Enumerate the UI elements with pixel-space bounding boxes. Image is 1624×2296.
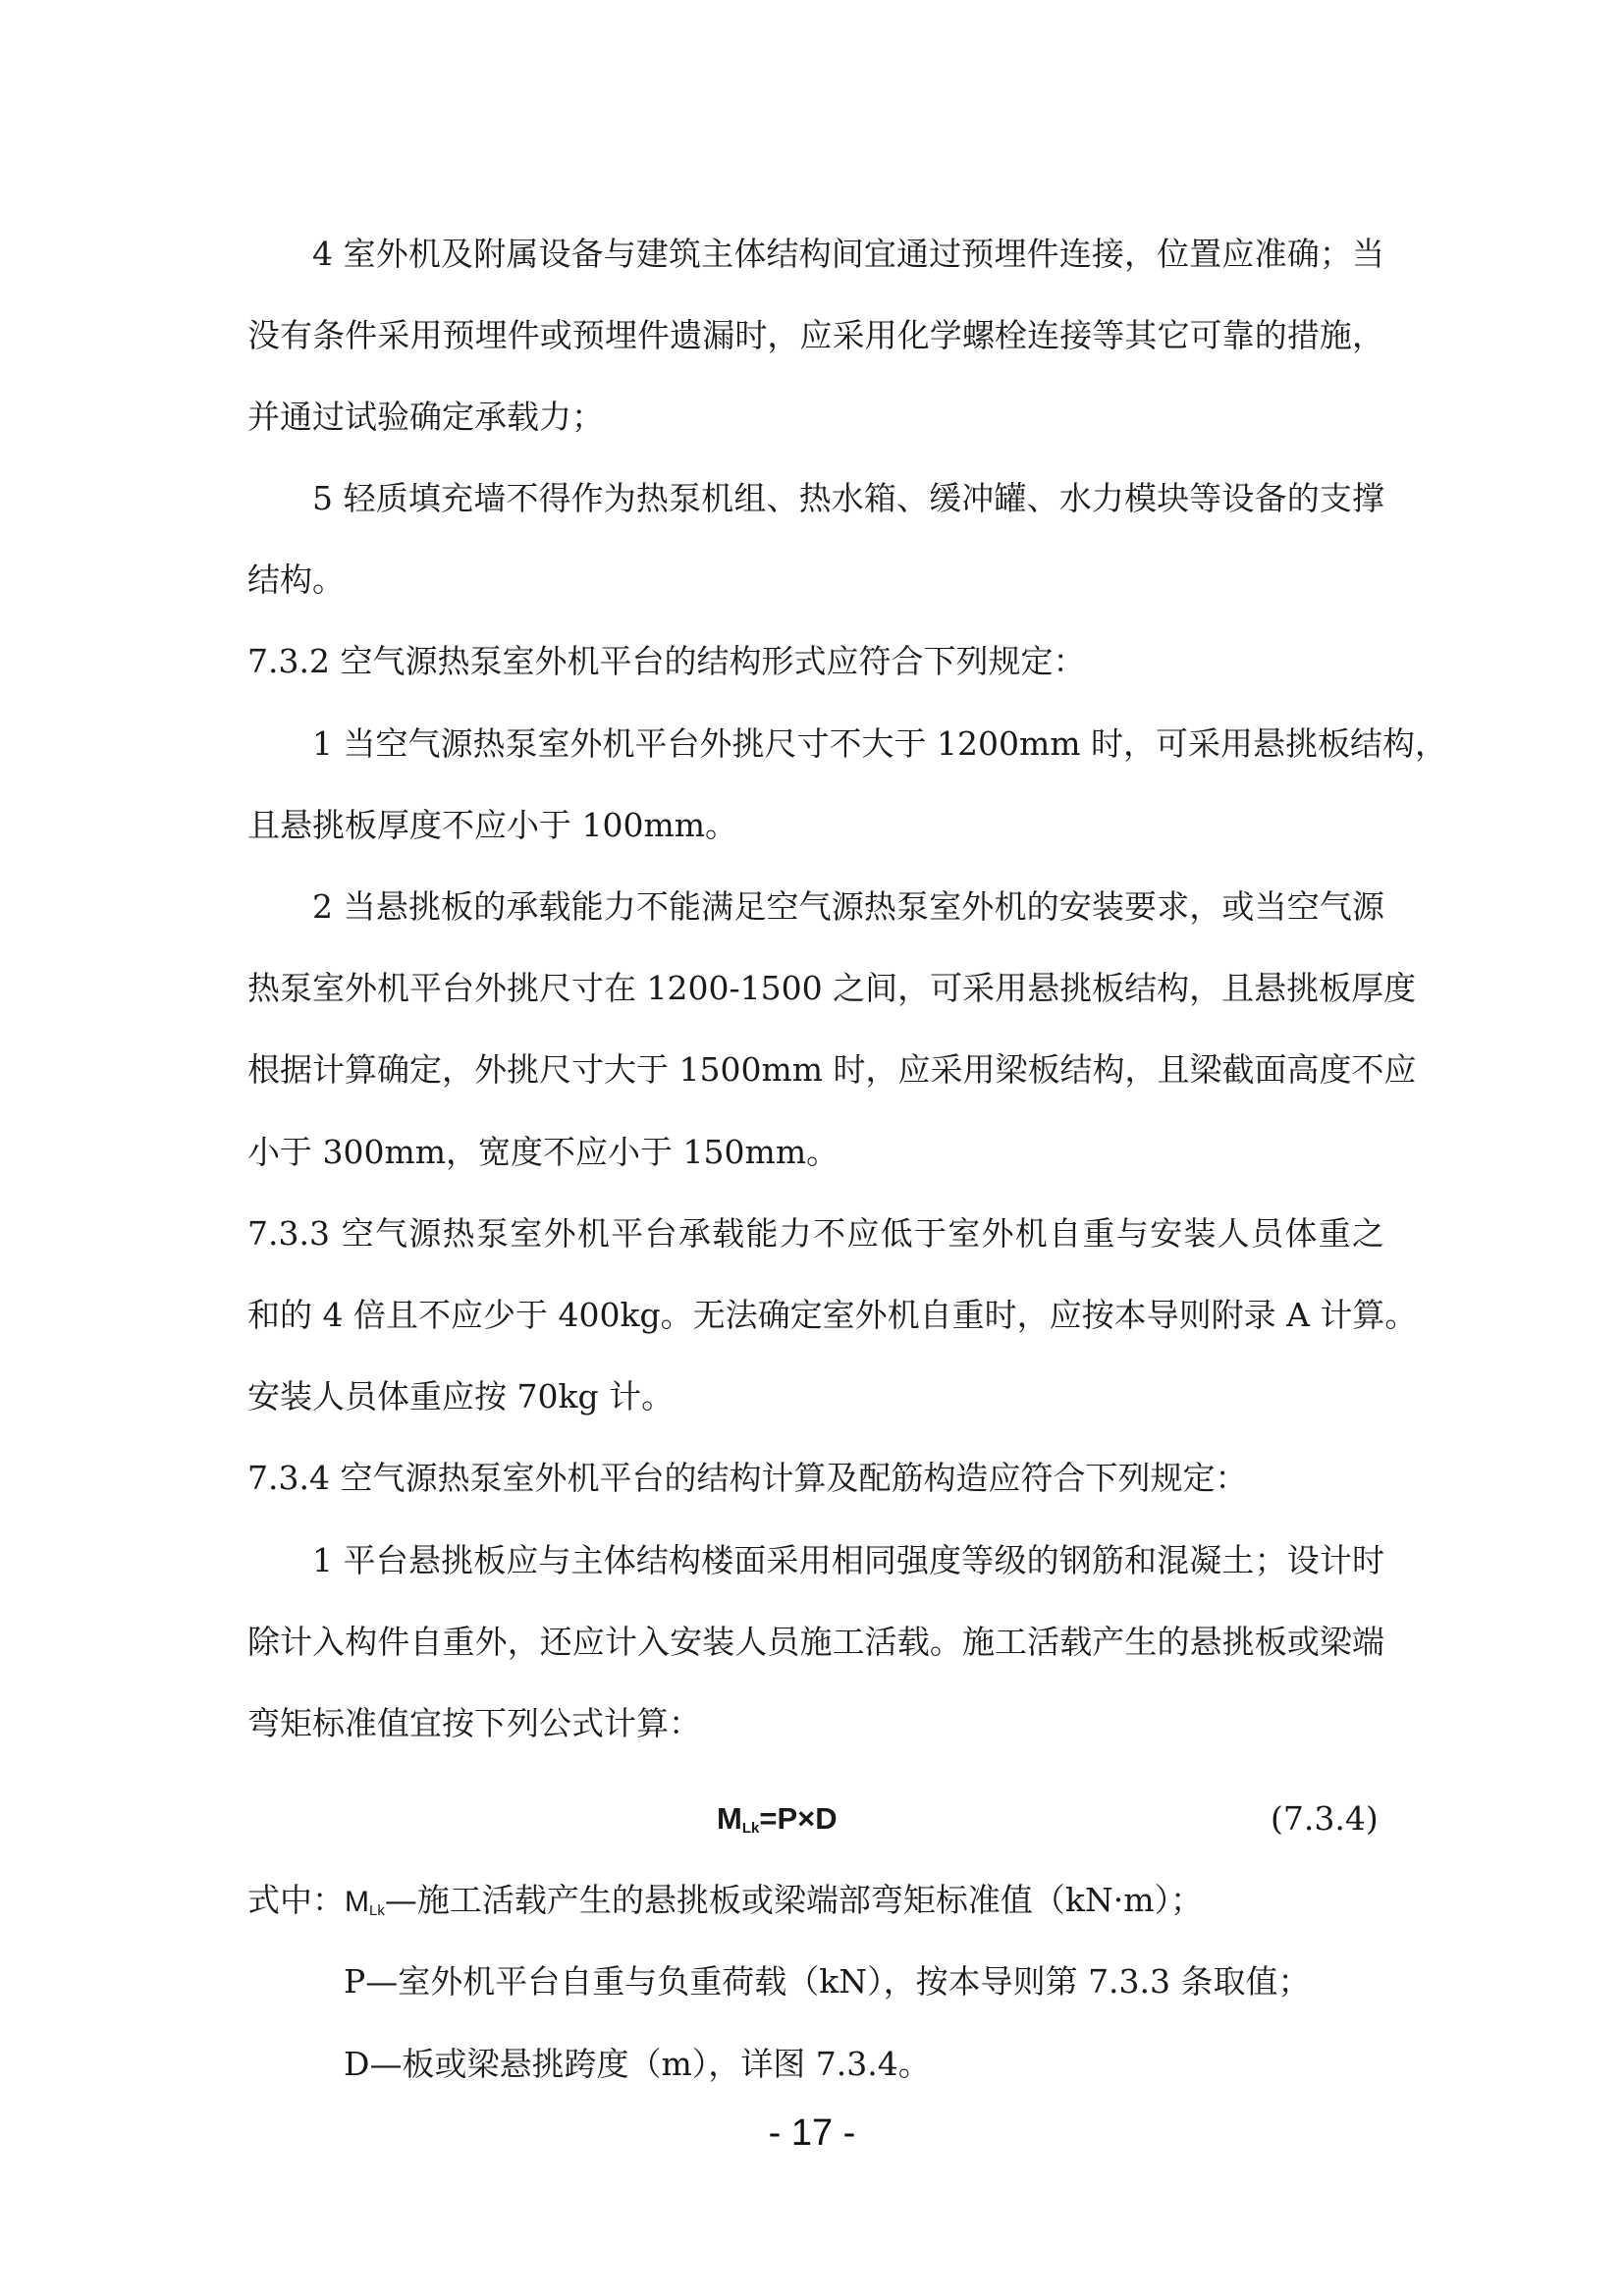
definition-m-text: —施工活载产生的悬挑板或梁端部弯矩标准值（kN·m）； <box>384 1881 1203 1919</box>
paragraph-line-14: 和的 4 倍且不应少于 400kg。无法确定室外机自重时，应按本导则附录 A 计算。 <box>247 1296 1418 1334</box>
clause-7-3-4: 7.3.4 空气源热泵室外机平台的结构计算及配筋构造应符合下列规定： <box>247 1459 1248 1497</box>
page-number: - 17 - <box>768 2112 856 2154</box>
paragraph-line-3: 并通过试验确定承载力； <box>247 398 604 436</box>
clause-7-3-3: 7.3.3 空气源热泵室外机平台承载能力不应低于室外机自重与安装人员体重之 <box>247 1214 1384 1253</box>
paragraph-line-17: 1 平台悬挑板应与主体结构楼面采用相同强度等级的钢筋和混凝土；设计时 <box>312 1541 1384 1579</box>
paragraph-line-15: 安装人员体重应按 70kg 计。 <box>247 1377 675 1415</box>
definition-d: D—板或梁悬挑跨度（m），详图 7.3.4。 <box>344 2045 931 2083</box>
paragraph-line-5: 结构。 <box>247 561 345 599</box>
formula-symbol: M <box>717 1801 742 1836</box>
paragraph-line-9: 2 当悬挑板的承载能力不能满足空气源热泵室外机的安装要求，或当空气源 <box>312 887 1384 926</box>
formula-subscript: Lk <box>741 1820 760 1837</box>
paragraph-line-8: 且悬挑板厚度不应小于 100mm。 <box>247 806 738 844</box>
paragraph-line-19: 弯矩标准值宜按下列公式计算： <box>247 1704 701 1742</box>
clause-7-3-2: 7.3.2 空气源热泵室外机平台的结构形式应符合下列规定： <box>247 642 1086 680</box>
formula-rhs: =P×D <box>759 1801 838 1836</box>
paragraph-line-1: 4 室外机及附属设备与建筑主体结构间宜通过预埋件连接，位置应准确；当 <box>312 235 1384 273</box>
paragraph-line-10: 热泵室外机平台外挑尺寸在 1200-1500 之间，可采用悬挑板结构，且悬挑板厚度 <box>247 969 1417 1007</box>
formula-number: (7.3.4) <box>1271 1799 1379 1838</box>
paragraph-line-7: 1 当空气源热泵室外机平台外挑尺寸不大于 1200mm 时，可采用悬挑板结构， <box>312 724 1448 763</box>
paragraph-line-4: 5 轻质填充墙不得作为热泵机组、热水箱、缓冲罐、水力模块等设备的支撑 <box>312 479 1384 517</box>
definition-p: P—室外机平台自重与负重荷载（kN），按本导则第 7.3.3 条取值； <box>344 1962 1311 2001</box>
paragraph-line-12: 小于 300mm，宽度不应小于 150mm。 <box>247 1133 839 1171</box>
paragraph-line-2: 没有条件采用预埋件或预埋件遗漏时，应采用化学螺栓连接等其它可靠的措施， <box>247 316 1384 354</box>
paragraph-line-11: 根据计算确定，外挑尺寸大于 1500mm 时，应采用梁板结构，且梁截面高度不应 <box>247 1050 1417 1089</box>
definition-intro: 式中： <box>247 1881 345 1919</box>
formula-expression <box>717 1798 838 1849</box>
definition-m-symbol: $M_{Lk}$ <box>345 1886 385 1919</box>
definition-m <box>247 1880 1203 1932</box>
paragraph-line-18: 除计入构件自重外，还应计入安装人员施工活载。施工活载产生的悬挑板或梁端 <box>247 1623 1384 1661</box>
